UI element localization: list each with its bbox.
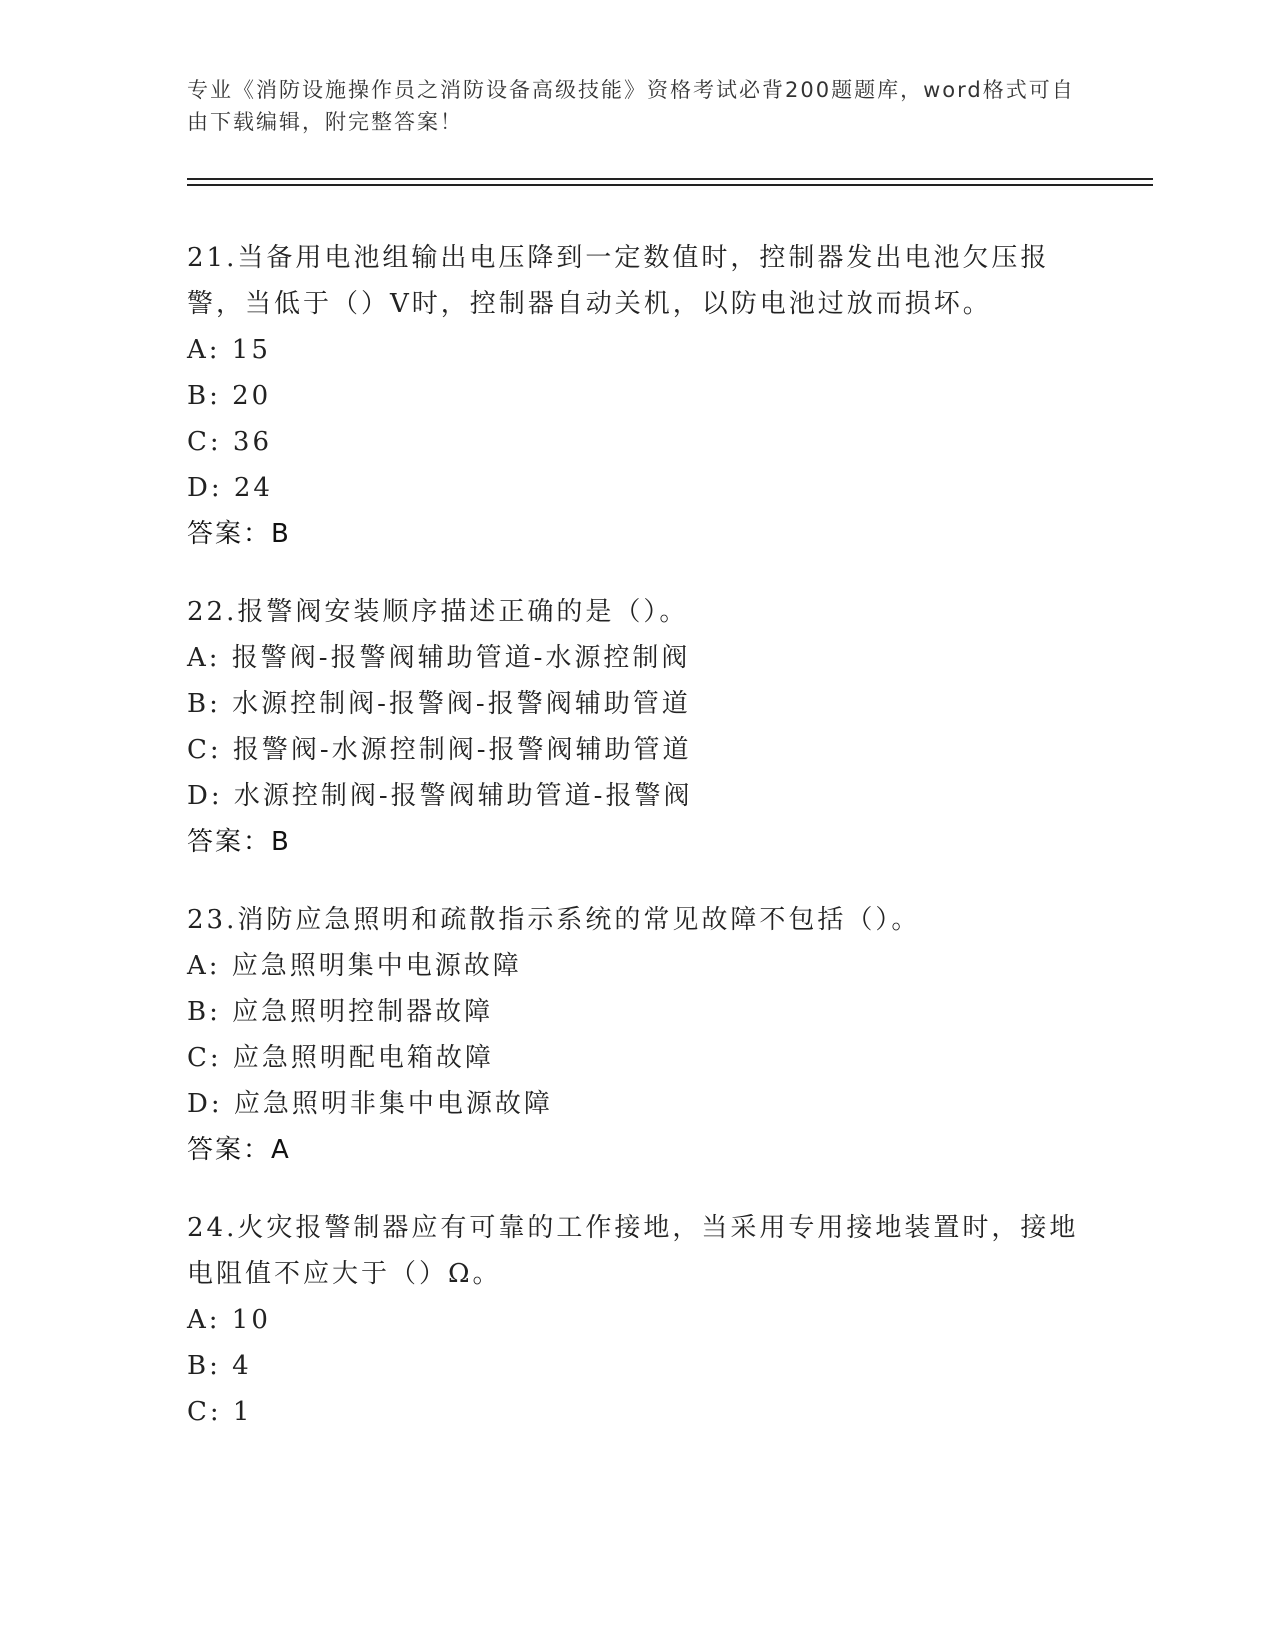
question-stem: 21.当备用电池组输出电压降到一定数值时，控制器发出电池欠压报警，当低于（）V时，控制器自动关机，以防电池过放而损坏。	[187, 243, 1050, 319]
question-24	[187, 1205, 1087, 1435]
option-b: B: 20	[187, 381, 272, 411]
option-list	[187, 635, 1087, 819]
answer-line: 答案：A	[187, 1135, 291, 1165]
option-d: D: 应急照明非集中电源故障	[187, 1089, 553, 1119]
question-21	[187, 235, 1087, 557]
option-a: A: 10	[187, 1305, 271, 1335]
header-divider-top	[187, 178, 1153, 180]
option-c: C: 36	[187, 427, 273, 457]
option-d: D: 24	[187, 473, 273, 503]
option-c: C: 1	[187, 1397, 253, 1427]
answer-line: 答案：B	[187, 519, 291, 549]
answer-line: 答案：B	[187, 827, 291, 857]
question-stem: 23.消防应急照明和疏散指示系统的常见故障不包括（）。	[187, 905, 921, 935]
option-list	[187, 943, 1087, 1127]
question-22	[187, 589, 1087, 865]
question-stem: 22.报警阀安装顺序描述正确的是（）。	[187, 597, 689, 627]
header-divider-bottom	[187, 184, 1153, 186]
document-header: 专业《消防设施操作员之消防设备高级技能》资格考试必背200题题库，word格式可自由下载编辑，附完整答案！	[187, 78, 1075, 134]
option-c: C: 应急照明配电箱故障	[187, 1043, 494, 1073]
option-c: C: 报警阀-水源控制阀-报警阀辅助管道	[187, 735, 692, 765]
option-a: A: 应急照明集中电源故障	[187, 951, 522, 981]
option-b: B: 水源控制阀-报警阀-报警阀辅助管道	[187, 689, 691, 719]
question-list	[187, 235, 1087, 1467]
option-b: B: 应急照明控制器故障	[187, 997, 494, 1027]
option-list	[187, 1297, 1087, 1435]
option-d: D: 水源控制阀-报警阀辅助管道-报警阀	[187, 781, 693, 811]
question-23	[187, 897, 1087, 1173]
option-a: A: 15	[187, 335, 271, 365]
option-b: B: 4	[187, 1351, 252, 1381]
question-stem: 24.火灾报警制器应有可靠的工作接地，当采用专用接地装置时，接地电阻值不应大于（）Ω。	[187, 1213, 1079, 1289]
option-a: A: 报警阀-报警阀辅助管道-水源控制阀	[187, 643, 691, 673]
option-list	[187, 327, 1087, 511]
